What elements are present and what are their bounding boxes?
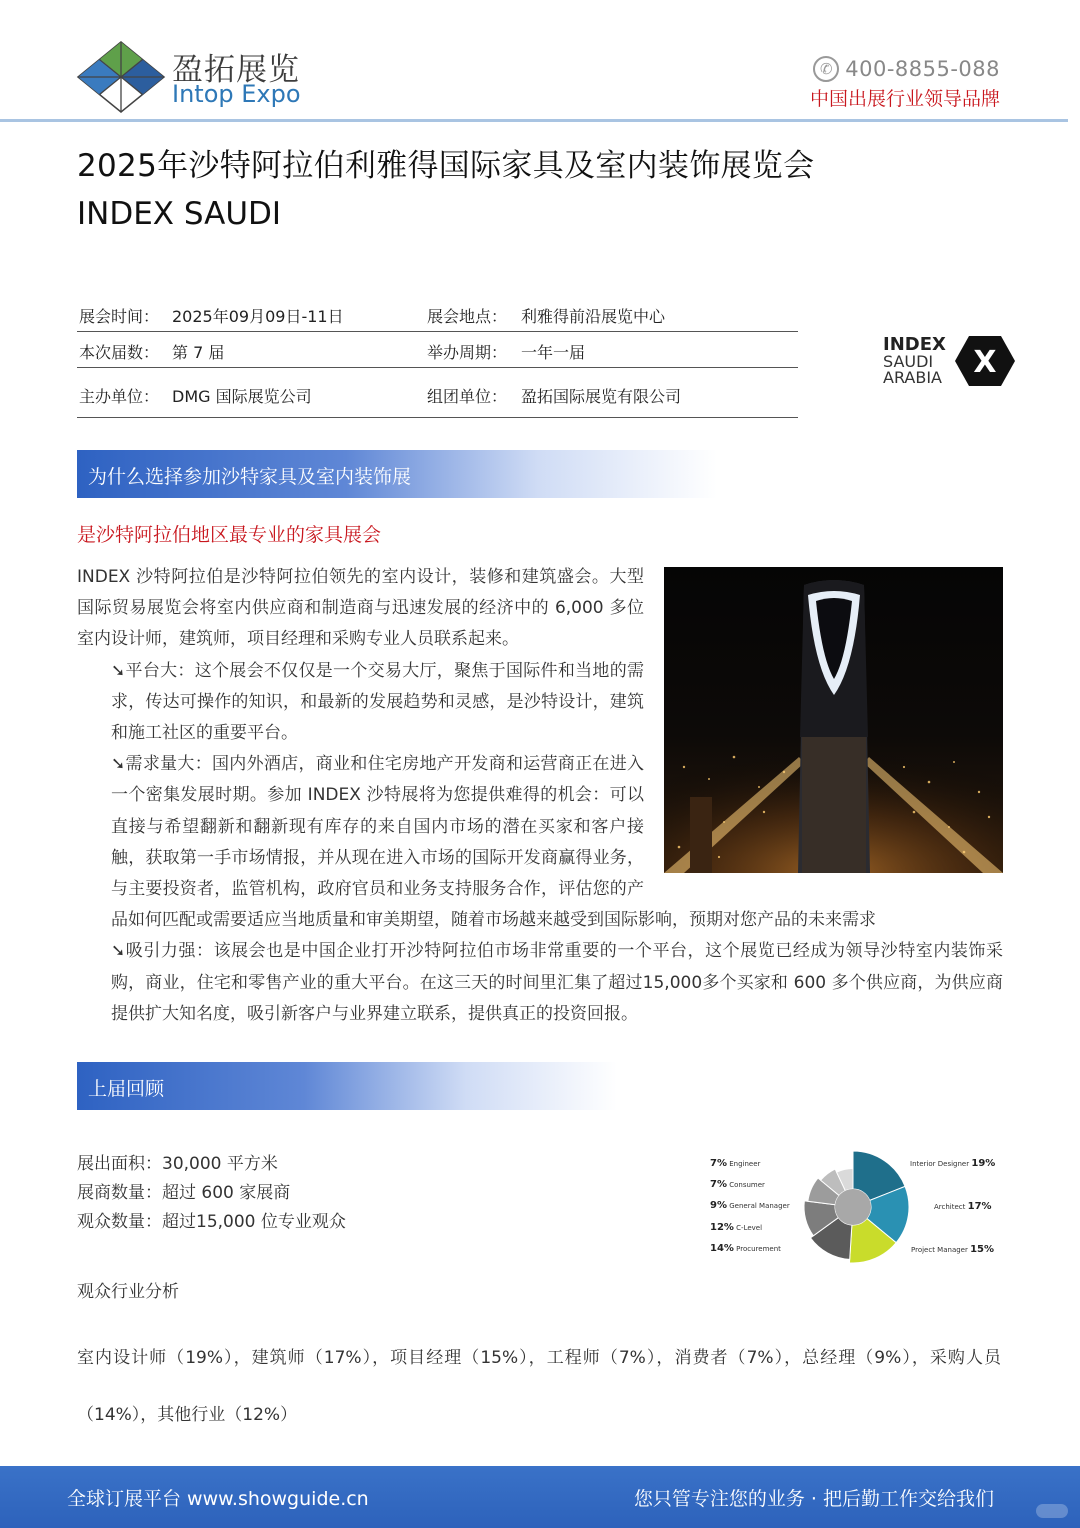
footer-tagline: 您只管专注您的业务 · 把后勤工作交给我们 (633, 1488, 994, 1510)
place-label: 展会地点： (427, 307, 508, 326)
stat-area: 展出面积：30,000 平方米 (77, 1154, 278, 1174)
audience-pie-chart (705, 1150, 1000, 1268)
index-logo-line2: SAUDI (883, 352, 934, 371)
info-row-host-organizer (77, 368, 798, 418)
phone-icon: ✆ (813, 56, 839, 82)
riyadh-night-photo (664, 567, 1003, 873)
index-logo-line1: INDEX (883, 334, 946, 355)
stat-exhibitors: 展商数量：超过 600 家展商 (77, 1183, 291, 1203)
footer-platform: 全球订展平台 www.showguide.cn (67, 1488, 369, 1510)
index-x-mark: X (973, 345, 997, 380)
page-title-english: INDEX SAUDI (77, 196, 282, 232)
index-logo-line3: ARABIA (883, 368, 942, 387)
intop-expo-logo-icon (76, 40, 166, 114)
pie-label-engineer: 7% Engineer (710, 1158, 761, 1169)
host-value: DMG 国际展览公司 (172, 387, 312, 406)
intro-paragraph: INDEX 沙特阿拉伯是沙特阿拉伯领先的室内设计，装修和建筑盛会。大型国际贸易展览会将室内供应商和制造商与迅速发展的经济中的 6,000 多位室内设计师，建筑师，项目经理和采购专业人员联系起来。 (77, 567, 644, 650)
pie-label-procurement: 14% Procurement (710, 1243, 781, 1254)
time-label: 展会时间： (79, 307, 160, 326)
stat-visitors: 观众数量：超过15,000 位专业观众 (77, 1212, 346, 1232)
audience-analysis-title: 观众行业分析 (77, 1282, 179, 1302)
header-divider (0, 119, 1068, 122)
info-row-edition-cycle (77, 332, 798, 368)
pie-label-interior-designer: Interior Designer 19% (910, 1158, 996, 1169)
info-row-time-place (77, 296, 798, 332)
demand-paragraph: ➘需求量大：国内外酒店，商业和住宅房地产开发商和运营商正在进入一个密集发展时期。参加 INDEX 沙特展将为您提供难得的机会：可以直接与希望翻新和翻新现有库存的来自国内市场的潜在买家和客户接触，获取第一手市场情报，并从现在进入市场的国际开发商赢得业务，与主要投资者，监管机构，政府官员和业务支持服务合作，评估您的产品如何匹配或需要适应当地质量和审美期望，随着市场越来越受到国际影响，预期对您产品的未来需求 (111, 754, 876, 931)
pie-label-general-manager: 9% General Manager (710, 1200, 790, 1211)
organizer-label: 组团单位： (427, 387, 508, 406)
attraction-paragraph: ➘吸引力强：该展会也是中国企业打开沙特阿拉伯市场非常重要的一个平台，这个展览已经成为领导沙特室内装饰采购，商业，住宅和零售产业的重大平台。在这三天的时间里汇集了超过15,000多个买家和 600 多个供应商，为供应商提供扩大知名度，吸引新客户与业界建立联系，提供真正的投资回报。 (111, 941, 1003, 1024)
edition-value: 第 7 届 (172, 343, 225, 362)
kingdom-tower-image (664, 567, 1003, 873)
section-subheading: 是沙特阿拉伯地区最专业的家具展会 (77, 524, 382, 546)
host-label: 主办单位： (79, 387, 160, 406)
pie-center (835, 1189, 871, 1225)
organizer-value: 盈拓国际展览有限公司 (521, 387, 682, 406)
footer-badge (1036, 1504, 1068, 1518)
edition-label: 本次届数： (79, 343, 160, 362)
pie-label-c-level: 12% C-Level (710, 1222, 763, 1233)
place-value: 利雅得前沿展览中心 (521, 307, 666, 326)
page-title-chinese: 2025年沙特阿拉伯利雅得国际家具及室内装饰展览会 (77, 148, 815, 184)
time-value: 2025年09月09日-11日 (172, 307, 344, 326)
index-x-icon (954, 334, 1016, 388)
phone-contact (813, 56, 1000, 82)
page-header (0, 0, 1080, 122)
index-saudi-logo (880, 334, 1020, 390)
section-heading-review (77, 1062, 617, 1110)
exhibition-info-table (77, 296, 798, 418)
pie-label-architect: Architect 17% (934, 1201, 992, 1212)
phone-number: 400-8855-088 (845, 57, 1000, 81)
section-heading-review-text: 上届回顾 (88, 1078, 165, 1100)
section-heading-why-text: 为什么选择参加沙特家具及室内装饰展 (88, 466, 412, 488)
section-body (77, 562, 1003, 1030)
previous-edition-stats (77, 1150, 346, 1237)
pie-label-consumer: 7% Consumer (710, 1179, 765, 1190)
logo-english-name: Intop Expo (172, 80, 301, 108)
page-footer (0, 1466, 1080, 1528)
audience-analysis-text: 室内设计师（19%），建筑师（17%），项目经理（15%），工程师（7%），消费者（7%），总经理（9%），采购人员（14%），其他行业（12%） (77, 1348, 1001, 1425)
cycle-value: 一年一届 (521, 343, 586, 362)
platform-paragraph: ➘平台大：这个展会不仅仅是一个交易大厅，聚焦于国际件和当地的需求，传达可操作的知识，和最新的发展趋势和灵感，是沙特设计，建筑和施工社区的重要平台。 (111, 660, 644, 744)
cycle-label: 举办周期： (427, 343, 508, 362)
logo-chinese-name: 盈拓展览 (172, 52, 300, 88)
brand-slogan: 中国出展行业领导品牌 (809, 88, 1000, 110)
section-heading-why (77, 450, 717, 498)
pie-label-project-manager: Project Manager 15% (911, 1244, 995, 1255)
